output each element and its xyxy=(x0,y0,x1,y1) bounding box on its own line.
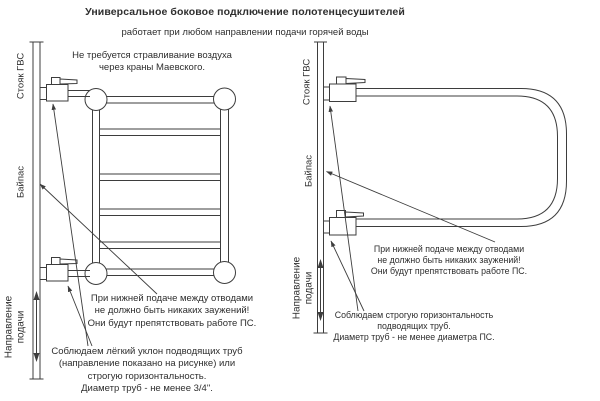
note-line: строгую горизонтальность. xyxy=(87,370,207,382)
left-flow-direction-line1: Направление xyxy=(3,295,15,359)
note-line: При нижней подаче между отводами xyxy=(90,293,254,304)
note-line: Не требуется стравливание воздуха xyxy=(72,50,232,61)
right-note-no-narrowing xyxy=(364,244,534,277)
left-flow-arrow xyxy=(34,291,40,362)
right-leader-lines xyxy=(327,106,496,311)
left-bottom-valve xyxy=(40,258,90,282)
left-ladder-rail xyxy=(85,88,236,285)
right-note-horizontal xyxy=(324,310,504,343)
note-line: Соблюдаем строгую горизонтальность xyxy=(334,310,494,320)
left-note-no-narrowing xyxy=(72,293,272,330)
right-bottom-valve xyxy=(324,211,364,236)
right-bypass-label: Байпас xyxy=(303,154,315,188)
page-subtitle: работает при любом направлении подачи горячей воды xyxy=(121,27,369,38)
left-top-valve xyxy=(40,78,90,102)
left-flow-direction-label xyxy=(4,296,27,358)
right-top-valve xyxy=(324,77,366,102)
note-line: Диаметр труб - не менее 3/4". xyxy=(81,383,213,395)
left-riser-label: Стояк ГВС xyxy=(15,52,27,100)
left-note-slope xyxy=(42,346,252,396)
note-line: подводящих труб. xyxy=(377,321,451,331)
left-note-air-vent xyxy=(52,50,252,74)
note-line: не должно быть никаких заужений! xyxy=(377,255,521,265)
right-flow-direction-line2: подачи xyxy=(303,271,314,305)
left-bypass-label: Байпас xyxy=(15,165,27,199)
note-line: не должно быть никаких заужений! xyxy=(94,305,250,317)
note-line: (направление показано на рисунке) или xyxy=(58,358,236,370)
note-line: Соблюдаем лёгкий уклон подводящих труб xyxy=(51,346,243,357)
page-title: Универсальное боковое подключение полотенцесушителей xyxy=(85,6,405,18)
note-line: через краны Маевского. xyxy=(98,62,206,73)
right-flow-arrow xyxy=(318,259,324,321)
right-flow-direction-line1: Направление xyxy=(291,256,303,320)
note-line: Они будут препятствовать работе ПС. xyxy=(370,266,528,276)
note-line: Они будут препятствовать работе ПС. xyxy=(87,317,257,329)
note-line: При нижней подаче между отводами xyxy=(373,244,525,254)
left-flow-direction-line2: подачи xyxy=(15,310,26,344)
right-loop-rail xyxy=(356,89,567,227)
right-flow-direction-label xyxy=(292,257,315,319)
right-riser-label: Стояк ГВС xyxy=(301,58,313,106)
note-line: Диаметр труб - не менее диаметра ПС. xyxy=(333,332,495,342)
